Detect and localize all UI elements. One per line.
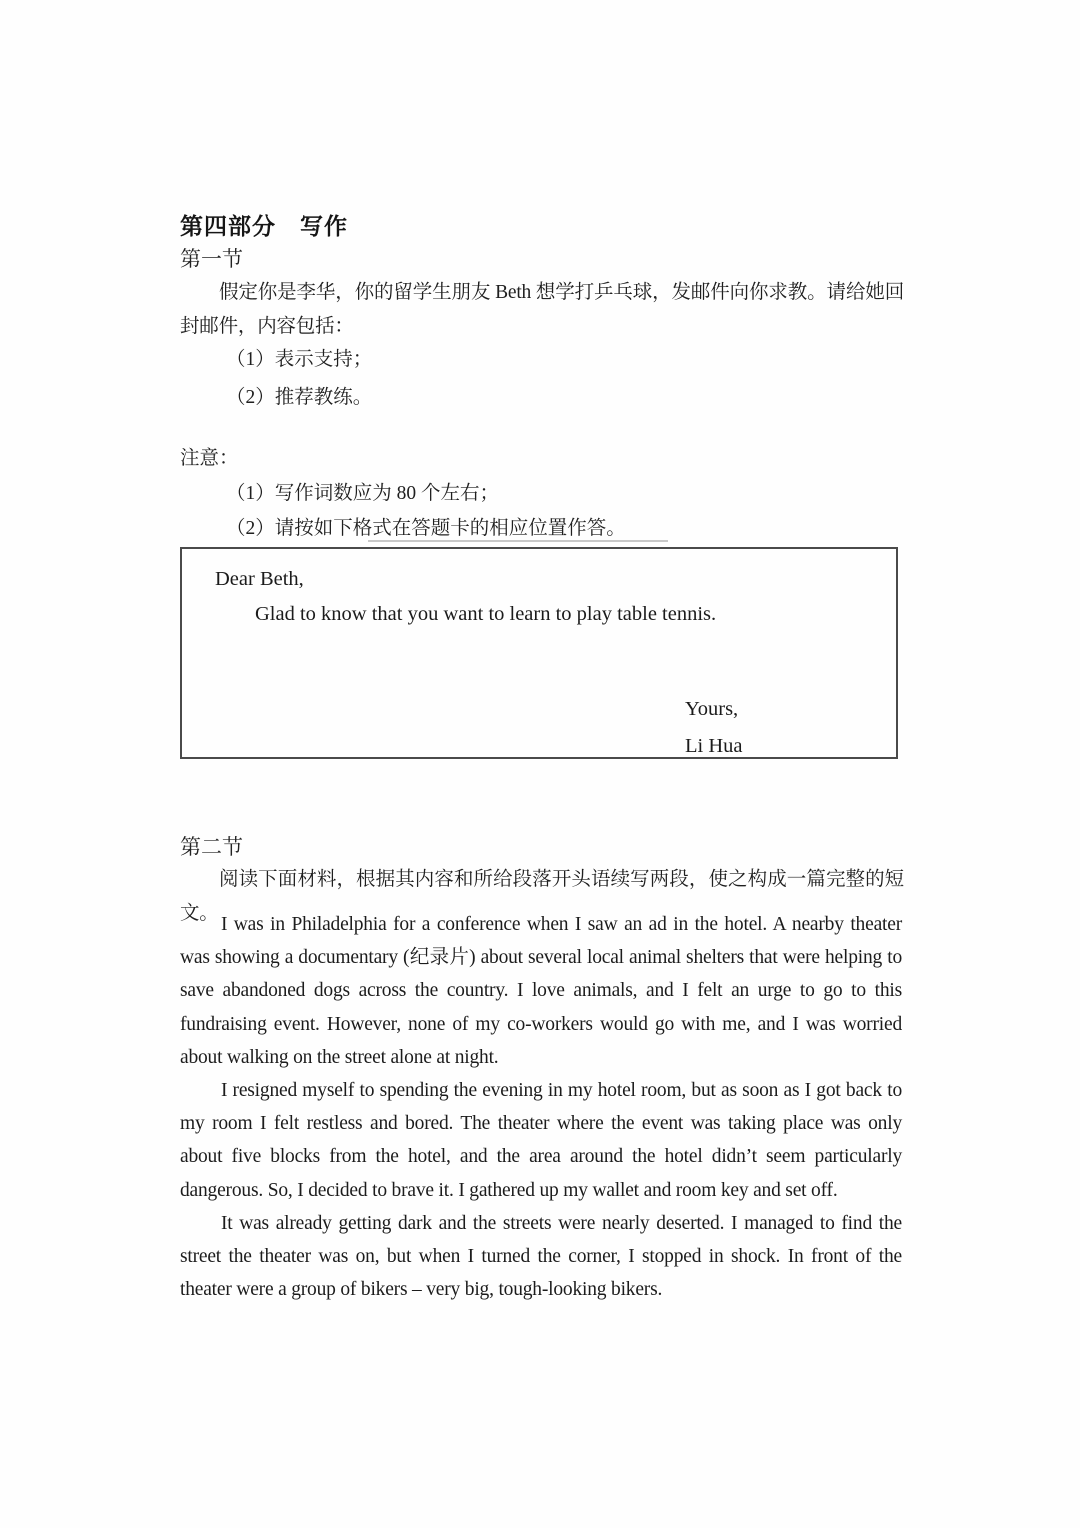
section2-title: 第二节 <box>180 835 243 859</box>
letter-template-box <box>180 547 898 759</box>
scan-artifact <box>368 540 668 542</box>
story-paragraph-2: I resigned myself to spending the evening in my hotel room, but as soon as I got back to my room I felt restless and bored. The theater where the event was taking place was only about five blocks from the hotel, and the area around the hotel didn’t seem particularly dangerous. So, I decided to brave it. I gathered up my wallet and room key and set off. <box>180 1080 902 1201</box>
section1-point-2: （2）推荐教练。 <box>226 387 373 408</box>
story-paragraph-3: It was already getting dark and the streets were nearly deserted. I managed to find the street the theater was on, but when I turned the corner, I stopped in shock. In front of the theater were a group of bikers – very big, tough-looking bikers. <box>180 1212 902 1301</box>
story-paragraph-1: I was in Philadelphia for a conference when I saw an ad in the hotel. A nearby theater was showing a documentary (纪录片) about several local animal shelters that were helping to save abandoned dogs across the country. I love animals, and I felt an urge to go to this fundraising event. However, none of my co-workers would go with me, and I was worried about walking on the street alone at night. <box>180 914 902 1068</box>
letter-salutation: Dear Beth, <box>215 568 304 590</box>
story-text <box>180 908 902 1306</box>
section2-instruction: 阅读下面材料，根据其内容和所给段落开头语续写两段，使之构成一篇完整的短文。 <box>180 869 904 924</box>
letter-closing: Yours, <box>685 698 739 720</box>
letter-signature: Li Hua <box>685 735 743 757</box>
notes-label: 注意： <box>180 448 239 469</box>
section1-intro: 假定你是李华，你的留学生朋友 Beth 想学打乒乓球，发邮件向你求教。请给她回封邮件，内容包括： <box>180 282 904 337</box>
part-heading: 第四部分 写作 <box>180 213 348 239</box>
note-item-2: （2）请按如下格式在答题卡的相应位置作答。 <box>226 518 626 539</box>
letter-opening-sentence: Glad to know that you want to learn to play table tennis. <box>255 603 717 625</box>
section1-title: 第一节 <box>180 247 243 271</box>
note-item-1: （1）写作词数应为 80 个左右； <box>226 483 500 504</box>
section1-point-1: （1）表示支持； <box>226 349 373 370</box>
